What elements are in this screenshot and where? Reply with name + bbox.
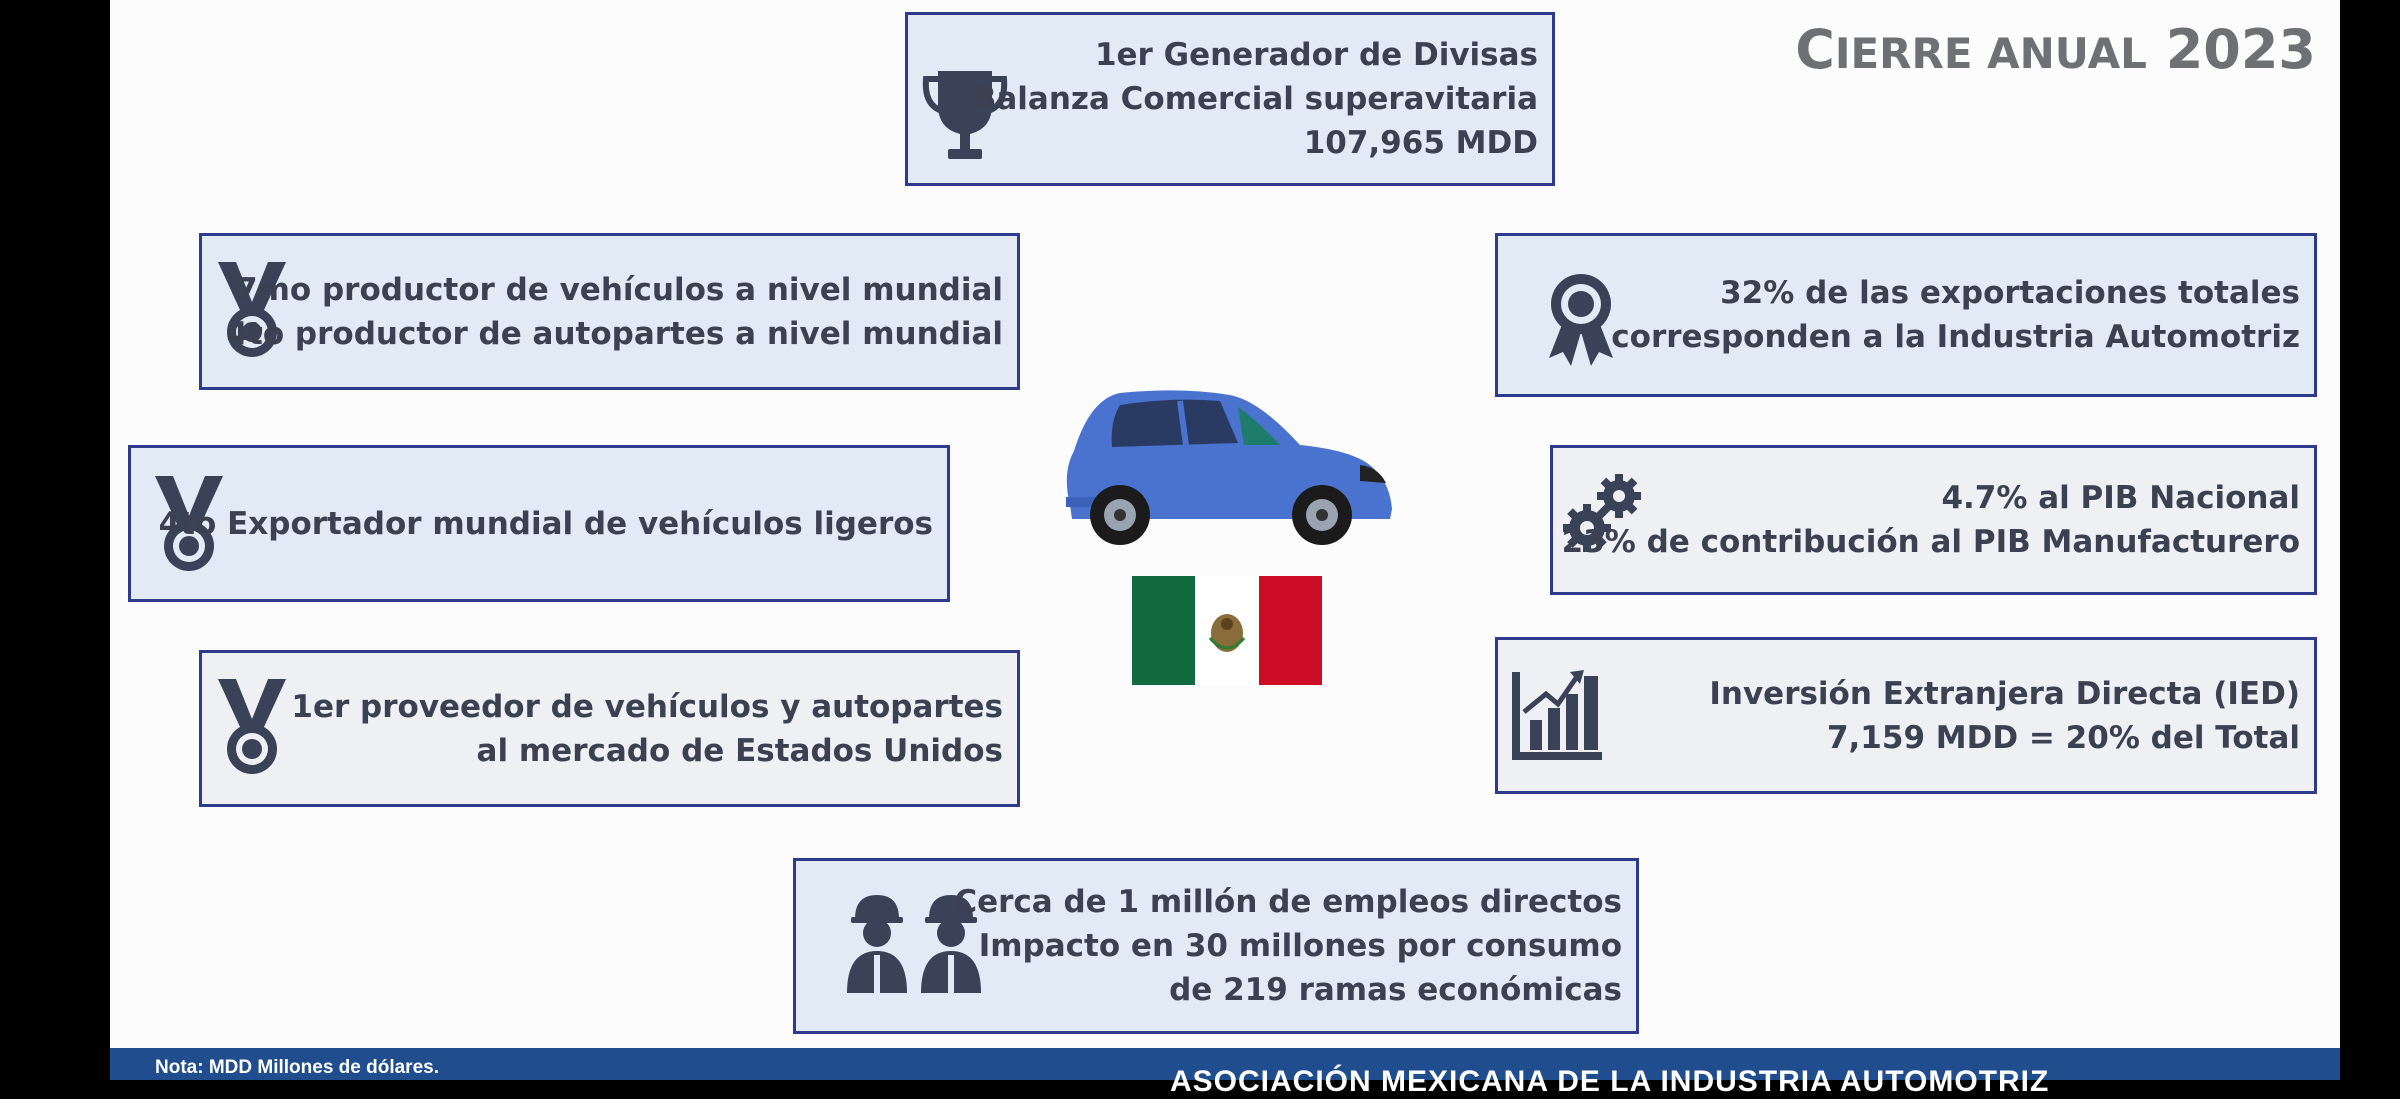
text-line: 23% de contribución al PIB Manufacturero	[1561, 524, 2300, 560]
text-line: de 219 ramas económicas	[1169, 972, 1622, 1008]
text-line: 4to productor de autopartes a nivel mundial	[226, 315, 1003, 352]
growth-chart-icon	[1510, 664, 1606, 764]
text-line: al mercado de Estados Unidos	[476, 732, 1003, 769]
trade-balance-text	[973, 15, 1538, 183]
title-smallcaps: IERRE ANUAL	[1834, 29, 2147, 78]
award-ribbon-icon	[1543, 272, 1619, 368]
text-line: 4.7% al PIB Nacional	[1941, 480, 2300, 516]
exports-share-text	[1611, 236, 2300, 394]
producer-ranking-text	[226, 236, 1003, 387]
us-supplier-box	[199, 650, 1020, 807]
slide	[110, 0, 2340, 1098]
text-line: 107,965 MDD	[1303, 125, 1538, 161]
text-line: Cerca de 1 millón de empleos directos	[954, 884, 1622, 920]
text-line: Balanza Comercial superavitaria	[972, 81, 1538, 117]
producer-ranking-box	[199, 233, 1020, 390]
gdp-contribution-text	[1562, 448, 2300, 592]
mexico-flag-icon	[1132, 576, 1322, 685]
exports-share-box	[1495, 233, 2317, 397]
text-line: 7mo productor de vehículos a nivel mundial	[236, 271, 1003, 308]
text-line: 7,159 MDD = 20% del Total	[1826, 719, 2300, 756]
medal-icon	[214, 675, 290, 785]
text-line: 32% de las exportaciones totales	[1720, 275, 2300, 311]
footer-organization: ASOCIACIÓN MEXICANA DE LA INDUSTRIA AUTOMOTRIZ	[1170, 1065, 2050, 1098]
fdi-text	[1709, 640, 2300, 791]
title-year: 2023	[2165, 18, 2316, 81]
exporter-ranking-text	[159, 448, 933, 599]
fdi-box	[1495, 637, 2317, 794]
employment-text	[954, 861, 1622, 1031]
employment-box	[793, 858, 1639, 1034]
exporter-ranking-box	[128, 445, 950, 602]
us-supplier-text	[291, 653, 1003, 804]
title-initial: C	[1795, 18, 1835, 81]
gdp-contribution-box	[1550, 445, 2317, 595]
text-line: Impacto en 30 millones por consumo	[978, 928, 1622, 964]
slide-title	[1795, 18, 2316, 81]
text-line: 1er Generador de Divisas	[1094, 37, 1538, 73]
footer-bar	[110, 1048, 2340, 1098]
footer-note: Nota: MDD Millones de dólares.	[155, 1057, 439, 1078]
text-line: corresponden a la Industria Automotriz	[1611, 319, 2300, 355]
text-line: 4to Exportador mundial de vehículos ligeros	[158, 505, 933, 542]
text-line: 1er proveedor de vehículos y autopartes	[291, 688, 1003, 725]
text-line: Inversión Extranjera Directa (IED)	[1709, 675, 2300, 712]
trade-balance-box	[905, 12, 1555, 186]
car-icon	[1060, 385, 1405, 545]
